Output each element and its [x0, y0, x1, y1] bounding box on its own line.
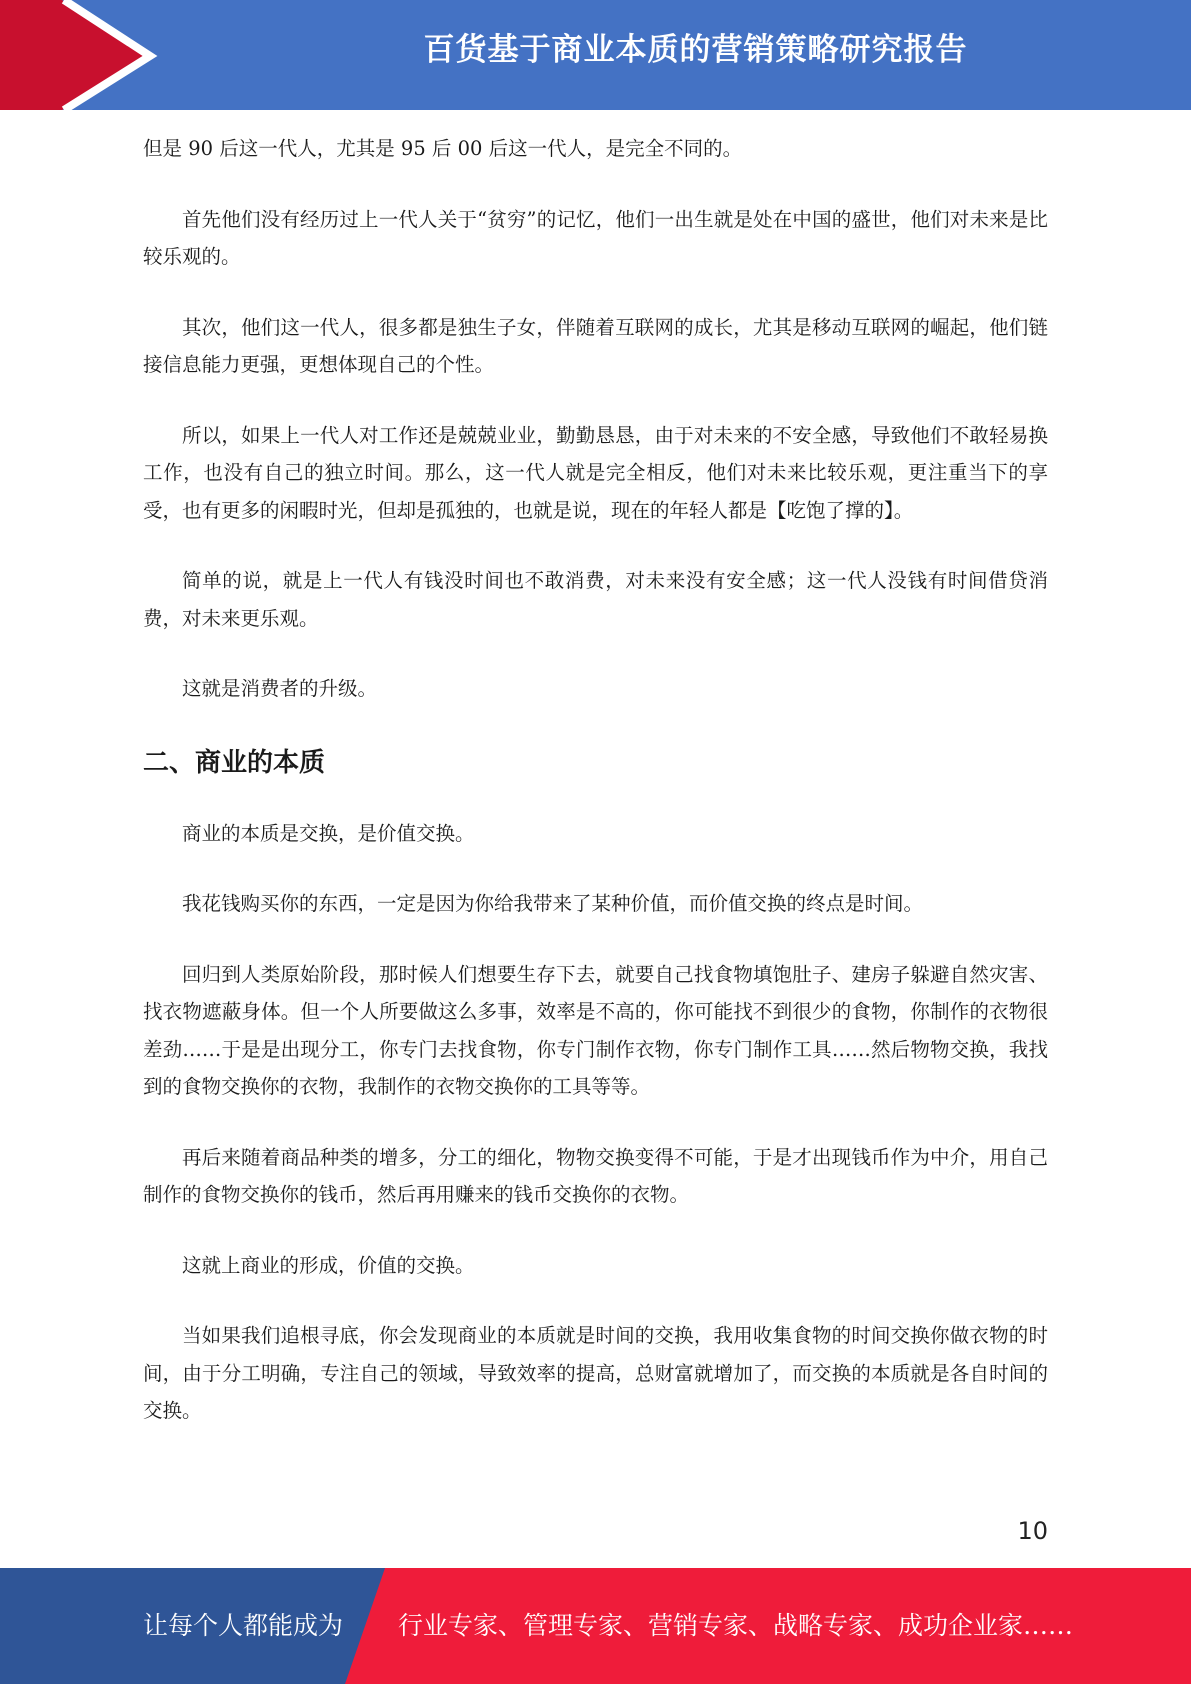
paragraph: 这就上商业的形成，价值的交换。 — [182, 1253, 475, 1277]
section-heading: 二、商业的本质 — [143, 747, 326, 778]
paragraph: 回归到人类原始阶段，那时候人们想要生存下去，就要自己找食物填饱肚子、建房子躲避自然灾害、找衣物遮蔽身体。但一个人所要做这么多事，效率是不高的，你可能找不到很少的食物，你制作的衣物很差劲……于是是出现分工，你专门去找食物，你专门制作衣物，你专门制作工具……然后物物交换，我找到的食物交换你的衣物，我制作的衣物交换你的工具等等。 — [143, 962, 1048, 1098]
paragraph: 这就是消费者的升级。 — [182, 677, 378, 700]
paragraph: 当如果我们追根寻底，你会发现商业的本质就是时间的交换，我用收集食物的时间交换你做衣物的时间，由于分工明确，专注自己的领域，导致效率的提高，总财富就增加了，而交换的本质就是各自时间的交换。 — [143, 1324, 1048, 1422]
page-footer — [0, 1568, 1191, 1684]
footer-slogan-right: 行业专家、管理专家、营销专家、战略专家、成功企业家…… — [398, 1611, 1074, 1640]
document-title: 百货基于商业本质的营销策略研究报告 — [423, 32, 968, 68]
page-number: 10 — [1017, 1517, 1048, 1545]
paragraph: 但是 90 后这一代人，尤其是 95 后 00 后这一代人，是完全不同的。 — [143, 137, 743, 160]
page-header — [0, 0, 1191, 110]
paragraph: 其次，他们这一代人，很多都是独生子女，伴随着互联网的成长，尤其是移动互联网的崛起，他们链接信息能力更强，更想体现自己的个性。 — [143, 315, 1048, 376]
document-body — [143, 130, 1048, 1463]
paragraph: 首先他们没有经历过上一代人关于“贫穷”的记忆，他们一出生就是处在中国的盛世，他们对未来是比较乐观的。 — [143, 207, 1048, 268]
paragraph: 我花钱购买你的东西，一定是因为你给我带来了某种价值，而价值交换的终点是时间。 — [182, 892, 924, 915]
paragraph: 再后来随着商品种类的增多，分工的细化，物物交换变得不可能，于是才出现钱币作为中介，用自己制作的食物交换你的钱币，然后再用赚来的钱币交换你的衣物。 — [143, 1145, 1048, 1206]
footer-slogan-left: 让每个人都能成为 — [143, 1611, 344, 1640]
paragraph: 简单的说，就是上一代人有钱没时间也不敢消费，对未来没有安全感；这一代人没钱有时间借贷消费，对未来更乐观。 — [143, 569, 1048, 630]
header-arrow-ribbon — [0, 0, 160, 110]
paragraph: 所以，如果上一代人对工作还是兢兢业业，勤勤恳恳，由于对未来的不安全感，导致他们不敢轻易换工作，也没有自己的独立时间。那么，这一代人就是完全相反，他们对未来比较乐观，更注重当下的享受，也有更多的闲暇时光，但却是孤独的，也就是说，现在的年轻人都是【吃饱了撑的】。 — [143, 423, 1048, 522]
paragraph: 商业的本质是交换，是价值交换。 — [182, 821, 475, 845]
